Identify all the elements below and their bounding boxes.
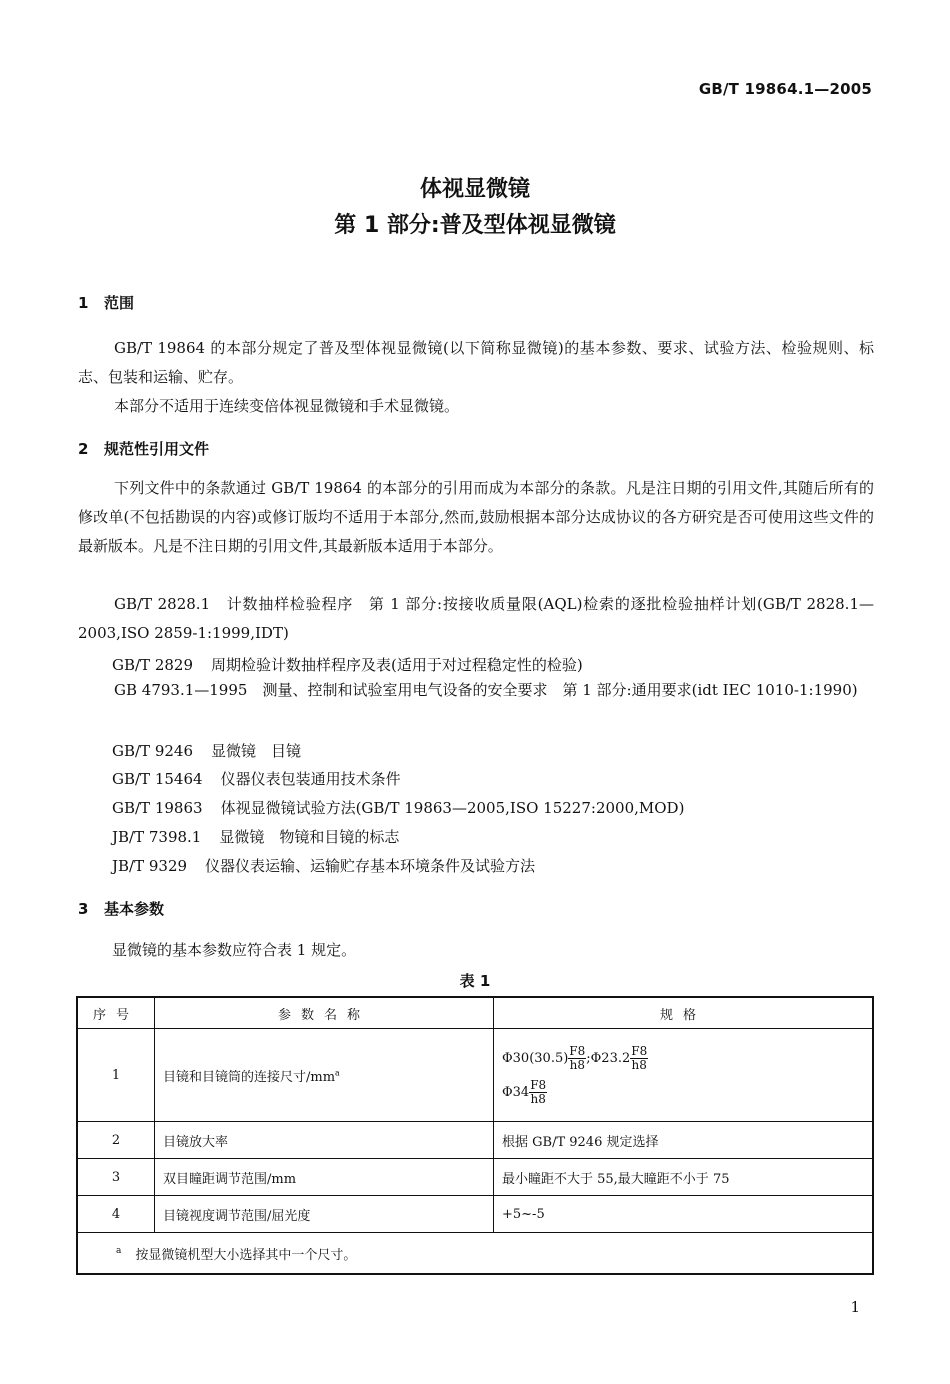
row-name: 双目瞳距调节范围/mm (155, 1159, 494, 1196)
column-header-number: 序号 (77, 997, 155, 1029)
reference-item (78, 590, 874, 648)
row-number: 2 (77, 1122, 155, 1159)
reference-item (112, 654, 583, 675)
reference-code: GB/T 19863 (112, 799, 203, 817)
reference-title: 体视显微镜试验方法(GB/T 19863—2005,ISO 15227:2000,MOD) (220, 799, 685, 817)
section-title: 规范性引用文件 (104, 440, 210, 458)
row-number: 1 (77, 1029, 155, 1122)
document-title: 体视显微镜 (419, 177, 530, 202)
footnote-text: 按显微镜机型大小选择其中一个尺寸。 (135, 1247, 357, 1263)
row-spec: +5~-5 (494, 1196, 874, 1233)
footnote-marker: a (335, 1068, 340, 1078)
reference-item (112, 855, 535, 876)
fraction-numerator: F8 (631, 1043, 648, 1058)
row-name: 目镜放大率 (155, 1122, 494, 1159)
reference-code: JB/T 9329 (112, 857, 188, 875)
reference-title: 显微镜 物镜和目镜的标志 (219, 828, 400, 846)
section-number: 1 (78, 294, 89, 312)
reference-item (112, 768, 401, 789)
reference-title: 仪器仪表运输、运输贮存基本环境条件及试验方法 (205, 857, 536, 875)
reference-code: JB/T 7398.1 (112, 828, 202, 846)
section-heading-basic-parameters (78, 898, 164, 919)
section-heading-scope (78, 292, 134, 313)
table-header-row (77, 997, 873, 1029)
fraction-numerator: F8 (530, 1077, 547, 1092)
table-row (77, 1029, 873, 1122)
reference-code: GB/T 15464 (112, 770, 203, 788)
row-number: 3 (77, 1159, 155, 1196)
row-spec: 最小瞳距不大于 55,最大瞳距不小于 75 (494, 1159, 874, 1196)
section-title: 范围 (104, 294, 135, 312)
fraction-denominator: h8 (569, 1057, 585, 1072)
spec-line (502, 1041, 864, 1075)
section-number: 3 (78, 900, 89, 918)
row-spec (494, 1029, 874, 1122)
params-intro: 显微镜的基本参数应符合表 1 规定。 (112, 941, 357, 959)
spec-prefix: Φ30(30.5) (502, 1050, 569, 1066)
spec-line (502, 1075, 864, 1109)
reference-item (112, 740, 301, 761)
section-title: 基本参数 (104, 900, 165, 918)
table-footnote (77, 1233, 873, 1275)
reference-code: GB/T 9246 (112, 742, 194, 760)
reference-item (112, 797, 684, 818)
row-name: 目镜视度调节范围/屈光度 (155, 1196, 494, 1233)
reference-title: 计数抽样检验程序 第 1 部分:按接收质量限(AQL)检索的逐批检验抽样计划(GB/T 2828.1—2003,ISO 2859-1:1999,IDT) (78, 595, 874, 642)
table-row (77, 1159, 873, 1196)
reference-code: GB 4793.1—1995 (114, 681, 248, 699)
reference-title: 仪器仪表包装通用技术条件 (220, 770, 401, 788)
parameters-table (76, 996, 874, 1275)
table-title: 表 1 (459, 972, 491, 990)
row-name-text: 目镜和目镜筒的连接尺寸/mm (163, 1069, 336, 1085)
fraction-numerator: F8 (569, 1043, 586, 1058)
reference-code: GB/T 2828.1 (114, 595, 211, 613)
spec-prefix: ;Φ23.2 (586, 1050, 631, 1066)
row-spec: 根据 GB/T 9246 规定选择 (494, 1122, 874, 1159)
document-subtitle: 第 1 部分:普及型体视显微镜 (334, 213, 616, 238)
reference-title: 显微镜 目镜 (211, 742, 302, 760)
reference-item (112, 826, 399, 847)
reference-title: 测量、控制和试验室用电气设备的安全要求 第 1 部分:通用要求(idt IEC 1010-1:1990) (262, 681, 858, 699)
column-header-spec: 规格 (494, 997, 874, 1029)
fraction-denominator: h8 (631, 1057, 647, 1072)
tolerance-fraction (568, 1045, 586, 1072)
tolerance-fraction (529, 1079, 547, 1106)
table-row (77, 1196, 873, 1233)
reference-code: GB/T 2829 (112, 656, 194, 674)
section-number: 2 (78, 440, 89, 458)
footnote-marker: a (116, 1246, 122, 1257)
table-note-row (77, 1233, 873, 1275)
standard-code: GB/T 19864.1—2005 (698, 80, 872, 98)
scope-paragraph-2: 本部分不适用于连续变倍体视显微镜和手术显微镜。 (114, 397, 460, 415)
spec-prefix: Φ34 (502, 1084, 530, 1100)
fraction-denominator: h8 (530, 1091, 546, 1106)
table-row (77, 1122, 873, 1159)
section-heading-references (78, 438, 209, 459)
references-intro: 下列文件中的条款通过 GB/T 19864 的本部分的引用而成为本部分的条款。凡是注日期的引用文件,其随后所有的修改单(不包括勘误的内容)或修订版均不适用于本部分,然而,鼓励根据本部分达成协议的各方研究是否可使用这些文件的最新版本。凡是不注日期的引用文件,其最新版本适用于本部分。 (78, 479, 874, 555)
page-number: 1 (850, 1298, 860, 1316)
row-number: 4 (77, 1196, 155, 1233)
row-name (155, 1029, 494, 1122)
tolerance-fraction (630, 1045, 648, 1072)
reference-title: 周期检验计数抽样程序及表(适用于对过程稳定性的检验) (211, 656, 583, 674)
reference-item (78, 676, 874, 705)
column-header-name: 参数名称 (155, 997, 494, 1029)
scope-paragraph-1: GB/T 19864 的本部分规定了普及型体视显微镜(以下简称显微镜)的基本参数、要求、试验方法、检验规则、标志、包装和运输、贮存。 (78, 339, 874, 386)
